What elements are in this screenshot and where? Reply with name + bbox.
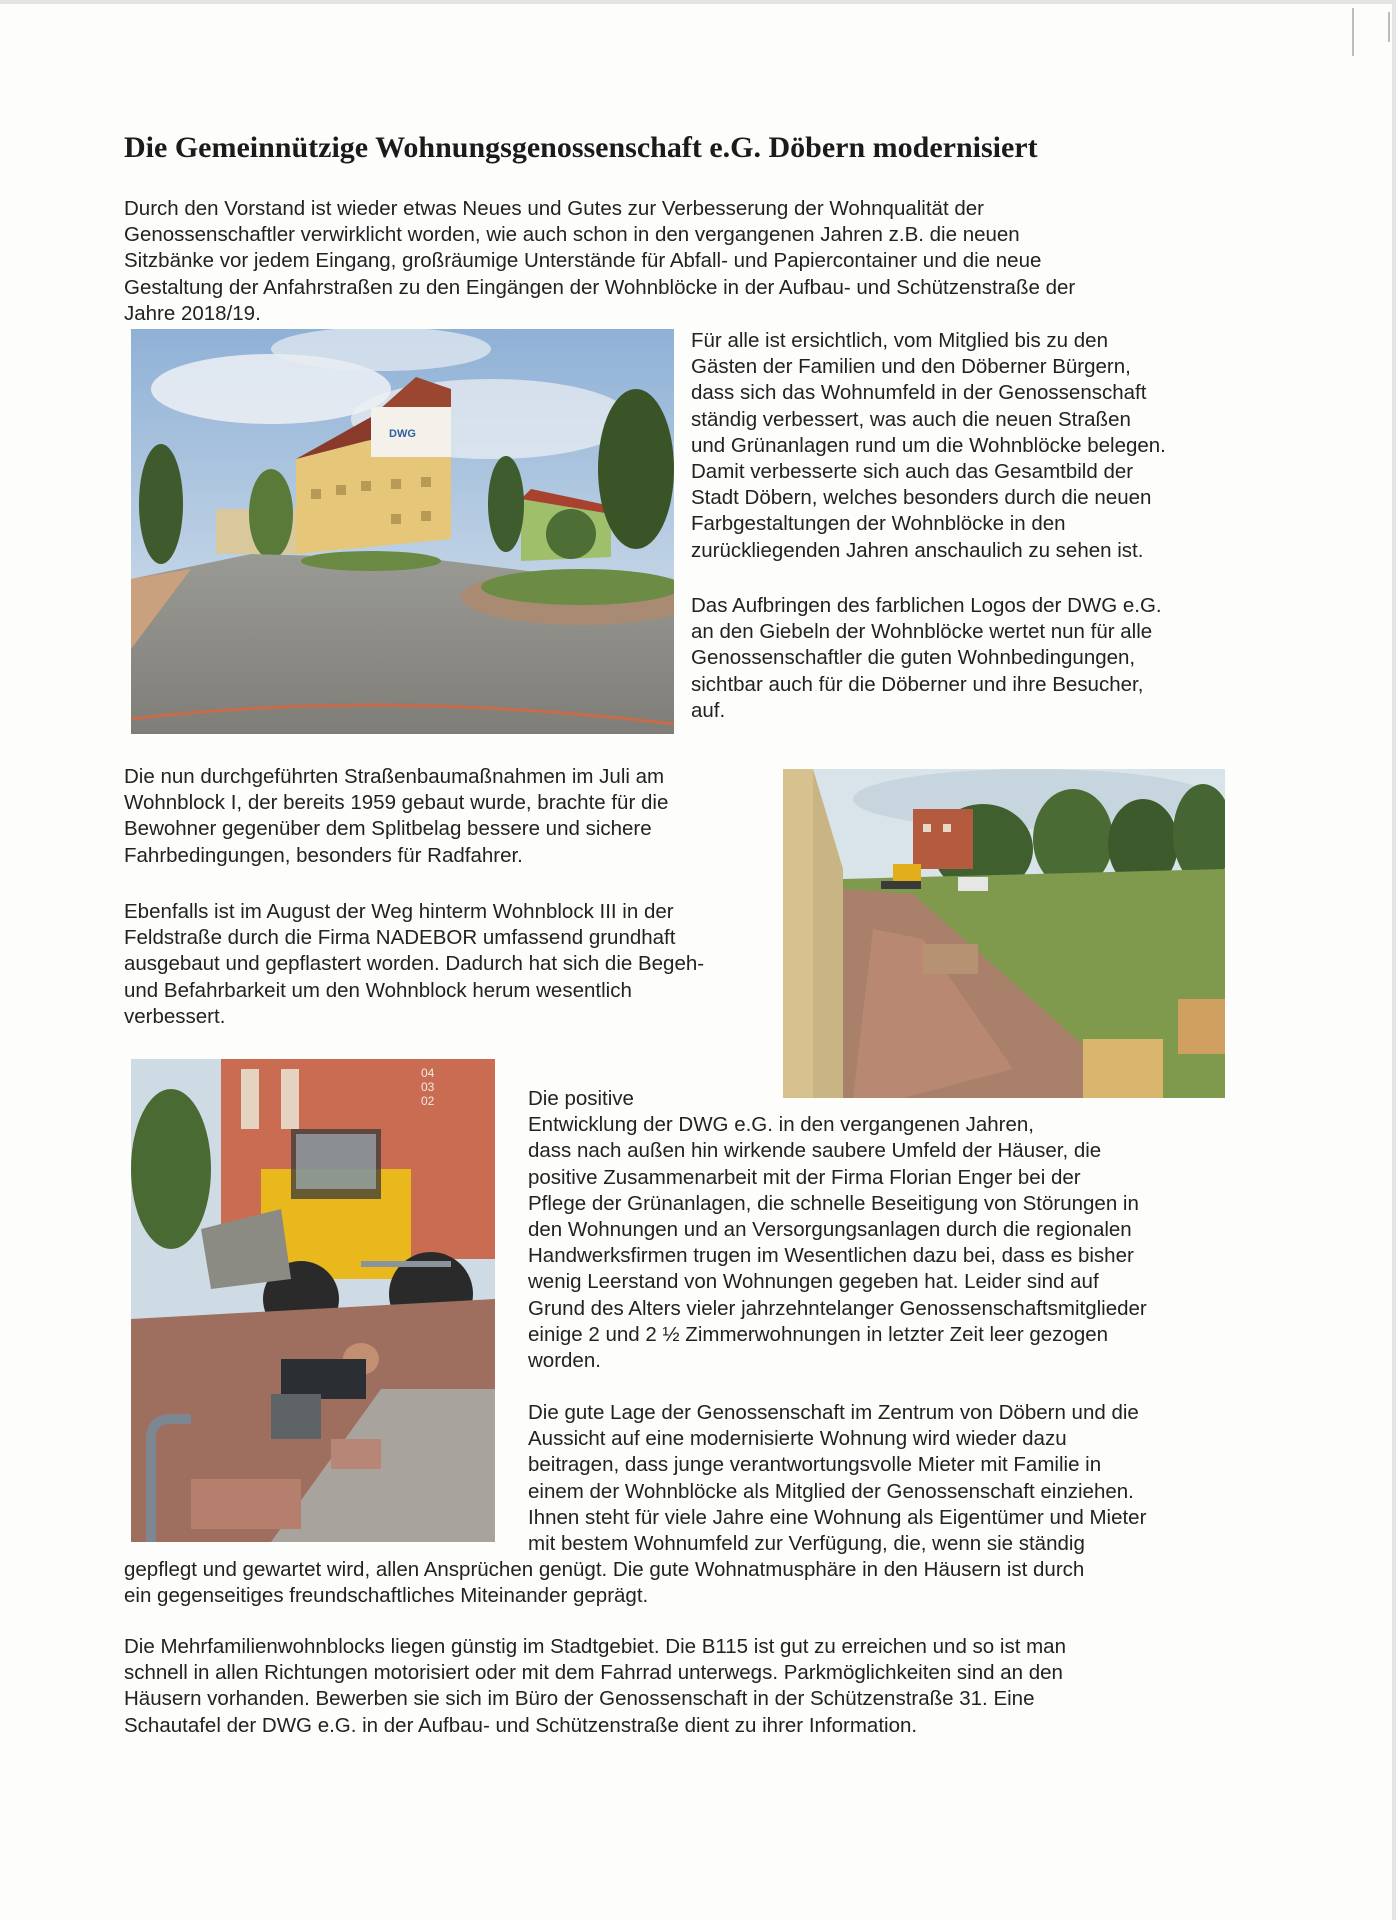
paragraph-intro: [124, 196, 1075, 327]
text-line: Häusern vorhanden. Bewerben sie sich im Büro der Genossenschaft in der Schützenstraße 31. Eine: [124, 1687, 1035, 1711]
text-line: Aussicht auf eine modernisierte Wohnung wird wieder dazu: [528, 1427, 1067, 1451]
text-line: Genossenschaftler verwirklicht worden, wie auch schon in den vergangenen Jahren z.B. die neuen: [124, 223, 1020, 247]
loader-number: 03: [421, 1080, 435, 1094]
text-line: Handwerksfirmen trugen im Wesentlichen dazu bei, dass es bisher: [528, 1244, 1134, 1268]
text-line: zurückliegenden Jahren anschaulich zu sehen ist.: [691, 538, 1144, 562]
text-line: worden.: [528, 1349, 601, 1373]
text-line: Sitzbänke vor jedem Eingang, großräumige Unterstände für Abfall- und Papiercontainer und die neue: [124, 249, 1042, 273]
paragraph-location-part1: [528, 1400, 1146, 1557]
paragraph-path-works: [124, 899, 704, 1030]
text-line: auf.: [691, 698, 726, 722]
text-line: Feldstraße durch die Firma NADEBOR umfassend grundhaft: [124, 926, 676, 950]
text-line: Die positive: [528, 1087, 634, 1110]
photo-loader-paving: [131, 1059, 495, 1542]
text-line: wenig Leerstand von Wohnungen gegeben hat. Leider sind auf: [528, 1270, 1099, 1294]
photo-path-construction: [783, 769, 1225, 1098]
scan-mark: [1388, 12, 1390, 42]
paragraph-logo: [691, 593, 1162, 724]
text-line: verbessert.: [124, 1004, 226, 1028]
text-line: und Grünanlagen rund um die Wohnblöcke belegen.: [691, 433, 1166, 457]
text-line: Stadt Döbern, welches besonders durch die neuen: [691, 486, 1152, 510]
text-line: sichtbar auch für die Döberner und ihre Besucher,: [691, 672, 1144, 696]
dwg-logo-text: DWG: [389, 428, 416, 440]
text-line: an den Giebeln der Wohnblöcke wertet nun für alle: [691, 620, 1153, 644]
text-line: Gästen der Familien und den Döberner Bürgern,: [691, 355, 1131, 379]
text-line: einem der Wohnblöcke als Mitglied der Genossenschaft einziehen.: [528, 1479, 1134, 1503]
text-line: Die gute Lage der Genossenschaft im Zentrum von Döbern und die: [528, 1401, 1139, 1424]
text-line: Entwicklung der DWG e.G. in den vergangenen Jahren,: [528, 1113, 1034, 1137]
text-line: schnell in allen Richtungen motorisiert oder mit dem Fahrrad unterwegs. Parkmöglichkeiten sind an den: [124, 1661, 1063, 1685]
text-line: Die nun durchgeführten Straßenbaumaßnahmen im Juli am: [124, 765, 665, 788]
text-line: einige 2 und 2 ½ Zimmerwohnungen in letzter Zeit leer gezogen: [528, 1322, 1109, 1346]
text-line: Ebenfalls ist im August der Weg hinterm Wohnblock III in der: [124, 900, 674, 923]
text-line: den Wohnungen und an Versorgungsanlagen durch die regionalen: [528, 1218, 1132, 1242]
photo-street-houses: [131, 329, 674, 734]
paragraph-visibility: [691, 328, 1166, 564]
text-line: ein gegenseitiges freundschaftliches Miteinander geprägt.: [124, 1584, 649, 1608]
text-line: Pflege der Grünanlagen, die schnelle Beseitigung von Störungen in: [528, 1191, 1139, 1215]
text-line: Das Aufbringen des farblichen Logos der DWG e.G.: [691, 594, 1162, 617]
scan-mark: [1352, 8, 1354, 56]
text-line: Grund des Alters vieler jahrzehntelanger Genossenschaftsmitglieder: [528, 1296, 1147, 1320]
scan-edge-right: [1392, 0, 1396, 1920]
loader-number: 02: [421, 1094, 435, 1108]
loader-number: 04: [421, 1066, 435, 1080]
text-line: Schautafel der DWG e.G. in der Aufbau- und Schützenstraße dient zu ihrer Information.: [124, 1713, 918, 1737]
text-line: Ihnen steht für viele Jahre eine Wohnung als Eigentümer und Mieter: [528, 1505, 1147, 1529]
paragraph-location-part2: [124, 1557, 1084, 1609]
article-title: Die Gemeinnützige Wohnungsgenossenschaft e.G. Döbern modernisiert: [124, 131, 1038, 164]
text-line: Farbgestaltungen der Wohnblöcke in den: [691, 512, 1066, 536]
text-line: Damit verbesserte sich auch das Gesamtbild der: [691, 460, 1134, 484]
text-line: Genossenschaftler die guten Wohnbedingungen,: [691, 646, 1136, 670]
scan-edge-top: [0, 0, 1396, 4]
text-line: Wohnblock I, der bereits 1959 gebaut wurde, brachte für die: [124, 791, 669, 815]
paragraph-development: [528, 1086, 1147, 1374]
text-line: Die Mehrfamilienwohnblocks liegen günstig im Stadtgebiet. Die B115 ist gut zu erreichen und so ist man: [124, 1635, 1066, 1658]
text-line: Gestaltung der Anfahrstraßen zu den Eingängen der Wohnblöcke in der Aufbau- und Schützenstraße der: [124, 275, 1076, 299]
text-line: gepflegt und gewartet wird, allen Ansprüchen genügt. Die gute Wohnatmusphäre in den Häusern ist durch: [124, 1558, 1085, 1581]
text-line: mit bestem Wohnumfeld zur Verfügung, die, wenn sie ständig: [528, 1532, 1085, 1556]
text-line: ständig verbessert, was auch die neuen Straßen: [691, 407, 1131, 431]
text-line: positive Zusammenarbeit mit der Firma Florian Enger bei der: [528, 1165, 1081, 1189]
text-line: und Befahrbarkeit um den Wohnblock herum wesentlich: [124, 978, 632, 1002]
paragraph-closing: [124, 1634, 1066, 1739]
text-line: beitragen, dass junge verantwortungsvolle Mieter mit Familie in: [528, 1453, 1102, 1477]
paragraph-street-works: [124, 764, 668, 869]
text-line: Jahre 2018/19.: [124, 301, 261, 325]
text-line: Durch den Vorstand ist wieder etwas Neues und Gutes zur Verbesserung der Wohnqualität der: [124, 197, 984, 220]
text-line: dass nach außen hin wirkende saubere Umfeld der Häuser, die: [528, 1139, 1102, 1163]
text-line: dass sich das Wohnumfeld in der Genossenschaft: [691, 381, 1147, 405]
text-line: Für alle ist ersichtlich, vom Mitglied bis zu den: [691, 329, 1108, 352]
text-line: Bewohner gegenüber dem Splitbelag bessere und sichere: [124, 817, 652, 841]
text-line: ausgebaut und gepflastert worden. Dadurch hat sich die Begeh-: [124, 952, 705, 976]
text-line: Fahrbedingungen, besonders für Radfahrer.: [124, 843, 523, 867]
